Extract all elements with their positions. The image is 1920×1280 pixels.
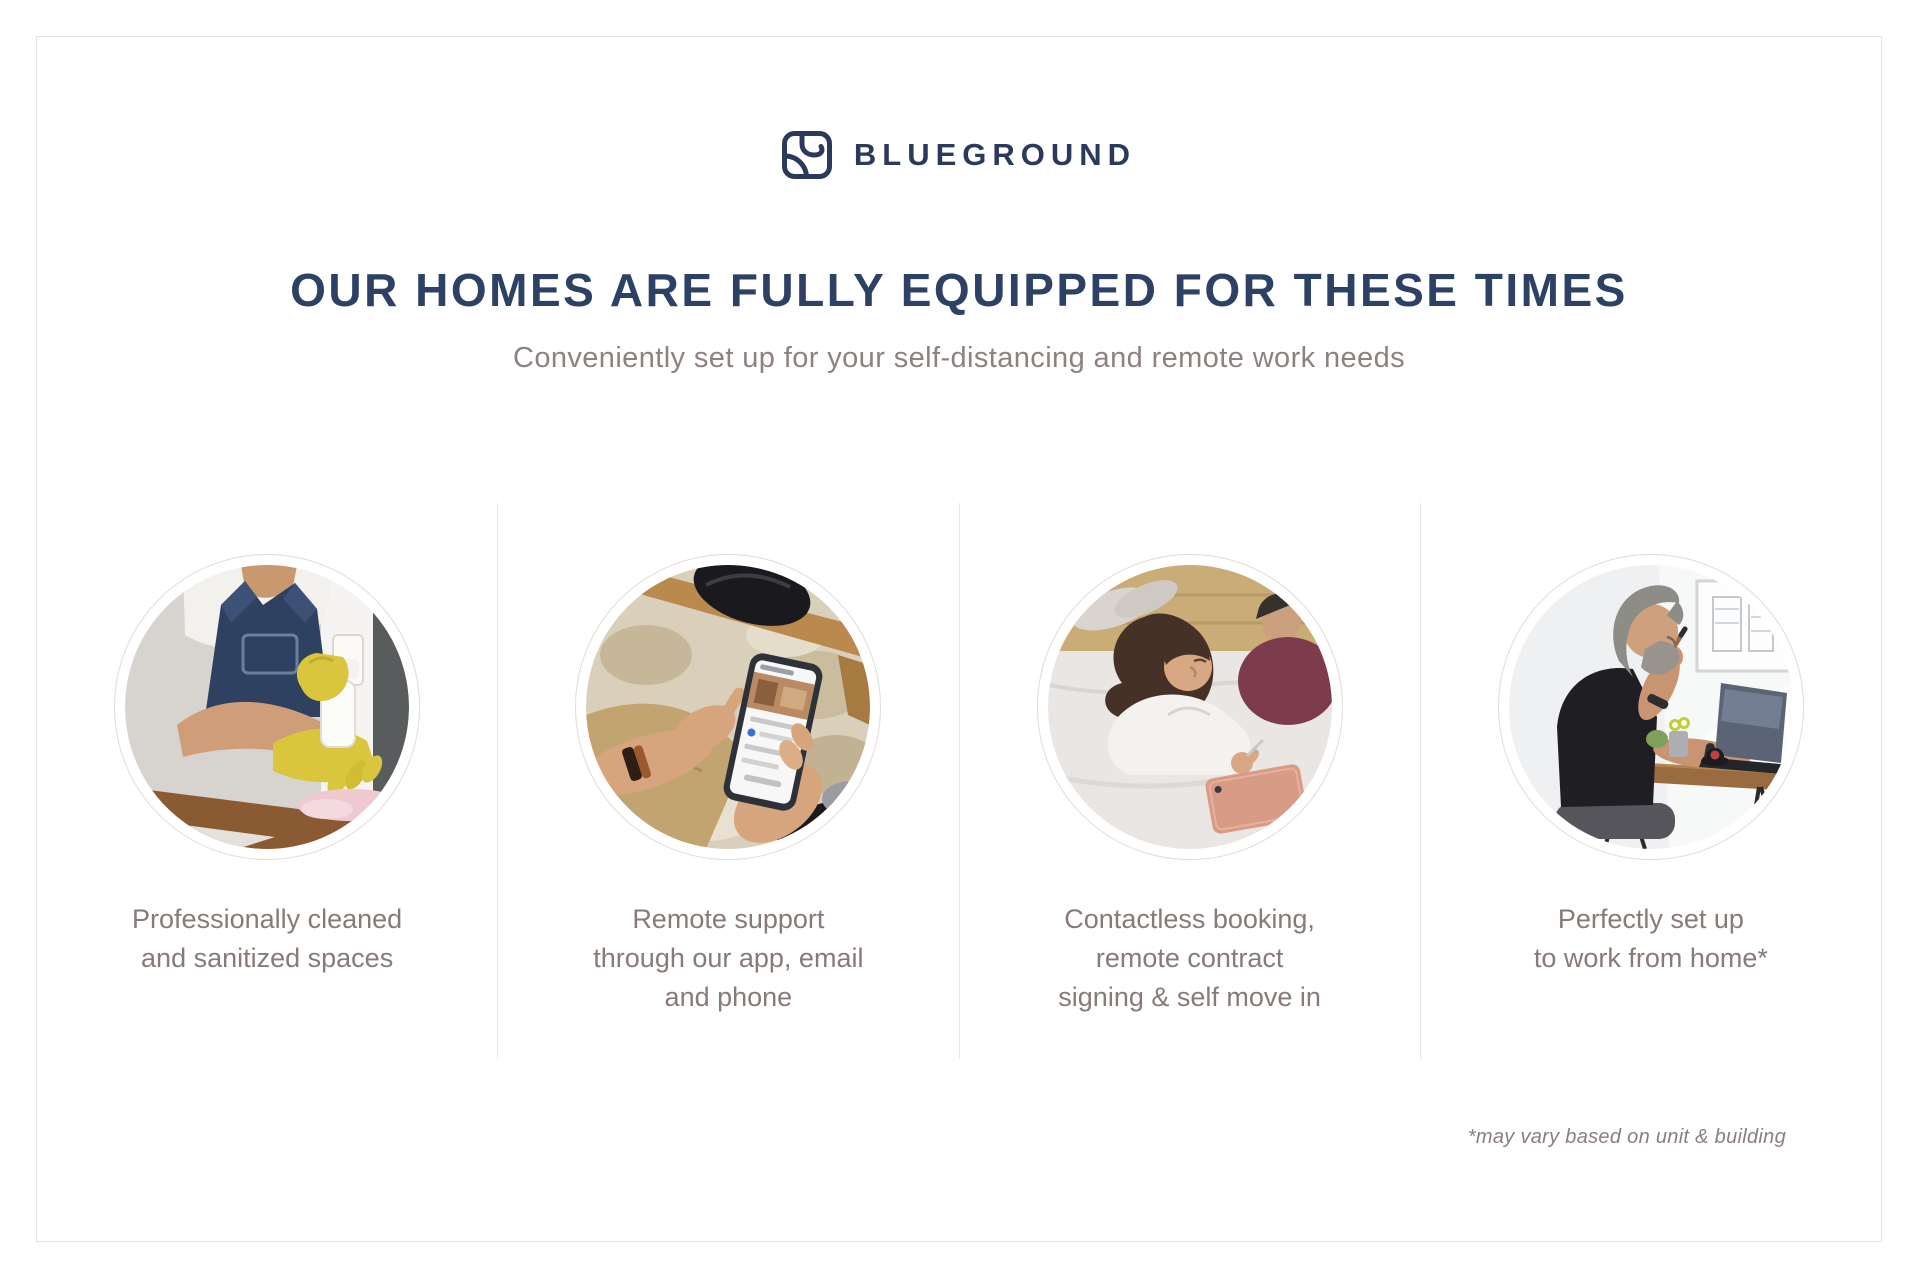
feature-cleaning xyxy=(37,503,497,1059)
cleaning-gloves-spray-photo xyxy=(125,565,409,849)
brand-name: BLUEGROUND xyxy=(853,137,1137,172)
flyer-card xyxy=(36,36,1882,1242)
feature-remote-support xyxy=(498,503,958,1059)
woman-tablet-on-bed-photo xyxy=(1048,565,1332,849)
feature-caption: Remote support through our app, email and phone xyxy=(593,904,864,1012)
page-subtitle: Conveniently set up for your self-distancing and remote work needs xyxy=(512,342,1406,374)
feature-caption: Perfectly set up to work from home* xyxy=(1533,904,1768,973)
features-row xyxy=(37,503,1881,1059)
brand-logo xyxy=(37,131,1881,179)
photo-frame xyxy=(1498,554,1804,860)
photo-frame xyxy=(575,554,881,860)
photo-frame xyxy=(1037,554,1343,860)
feature-contactless-booking xyxy=(960,503,1420,1059)
photo-frame xyxy=(114,554,420,860)
page-title: OUR HOMES ARE FULLY EQUIPPED FOR THESE TIMES xyxy=(290,264,1628,316)
man-desk-laptop-photo xyxy=(1509,565,1793,849)
footnote: *may vary based on unit & building xyxy=(1467,1126,1786,1148)
feature-caption: Contactless booking, remote contract signing & self move in xyxy=(1058,904,1321,1012)
blueground-logo-icon xyxy=(782,131,832,179)
feature-caption: Professionally cleaned and sanitized spaces xyxy=(132,904,403,973)
hands-smartphone-app-photo xyxy=(586,565,870,849)
feature-work-from-home xyxy=(1421,503,1881,1059)
